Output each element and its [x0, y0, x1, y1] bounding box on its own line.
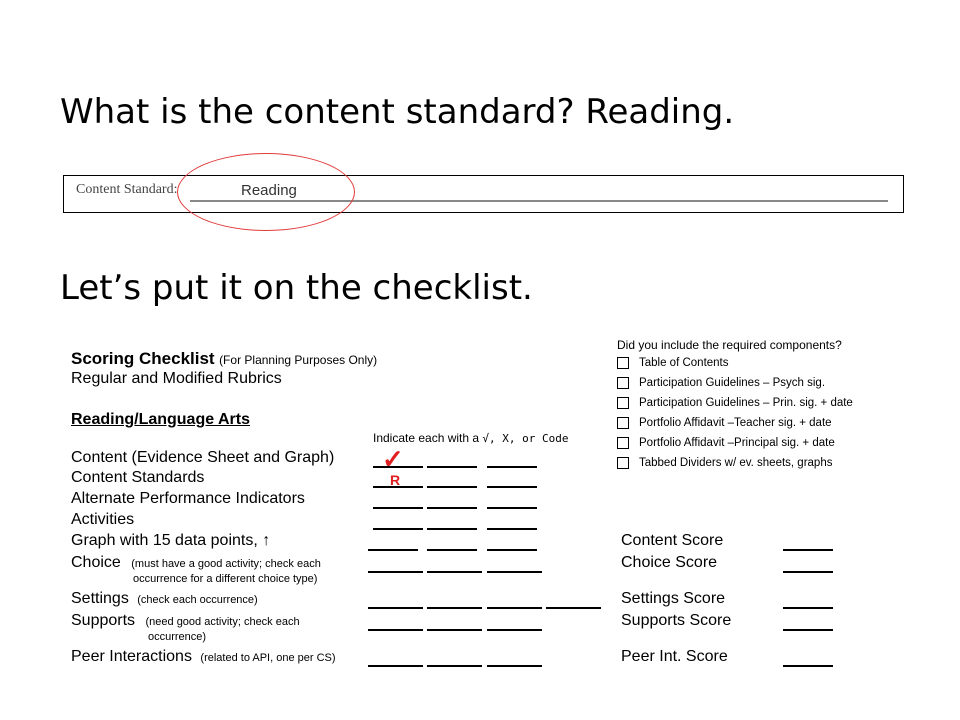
checkbox-icon[interactable] — [617, 377, 629, 389]
component-item[interactable] — [617, 377, 825, 389]
blank-line[interactable] — [427, 629, 482, 631]
indicate-prefix: Indicate each with a — [373, 431, 480, 445]
component-item[interactable] — [617, 397, 853, 409]
blank-line[interactable] — [368, 549, 418, 551]
component-label: Participation Guidelines – Prin. sig. + date — [639, 397, 853, 410]
blank-line[interactable] — [427, 549, 477, 551]
row-supports-note-line2: occurrence) — [148, 631, 207, 643]
score-blank[interactable] — [783, 607, 833, 609]
score-settings-label: Settings Score — [621, 590, 726, 607]
blank-line[interactable] — [427, 665, 482, 667]
score-blank[interactable] — [783, 665, 833, 667]
row-supports-label — [71, 612, 300, 630]
blank-line[interactable] — [427, 466, 477, 468]
row-settings-label — [71, 590, 258, 608]
row-choice-text: Choice — [71, 554, 121, 571]
checkbox-icon[interactable] — [617, 457, 629, 469]
blank-line[interactable] — [368, 629, 423, 631]
row-choice-note: (must have a good activity; check each — [131, 558, 321, 570]
row-supports-note: (need good activity; check each — [145, 616, 300, 628]
checklist-section-heading: Reading/Language Arts — [71, 411, 250, 428]
score-blank[interactable] — [783, 629, 833, 631]
blank-line[interactable] — [487, 549, 537, 551]
component-label: Portfolio Affidavit –Principal sig. + date — [639, 437, 835, 450]
content-standard-label: Content Standard: — [76, 182, 178, 197]
red-r-mark: R — [390, 472, 401, 488]
blank-line[interactable] — [373, 507, 423, 509]
blank-line[interactable] — [427, 571, 482, 573]
component-label: Participation Guidelines – Psych sig. — [639, 377, 826, 390]
checklist-title-note: (For Planning Purposes Only) — [219, 353, 378, 367]
row-settings-note: (check each occurrence) — [137, 594, 258, 606]
blank-line[interactable] — [368, 607, 423, 609]
component-item[interactable] — [617, 457, 832, 469]
score-content-label: Content Score — [621, 532, 724, 549]
slide-heading-instruction: Let’s put it on the checklist. — [60, 268, 533, 308]
score-blank[interactable] — [783, 549, 833, 551]
row-choice-note-line2: occurrence for a different choice type) — [133, 573, 318, 585]
component-item[interactable] — [617, 357, 729, 369]
red-check-mark: ✓ — [382, 444, 404, 474]
blank-line[interactable] — [487, 466, 537, 468]
content-standard-value: Reading — [241, 182, 297, 199]
row-content-label: Content (Evidence Sheet and Graph) — [71, 449, 335, 466]
row-supports-text: Supports — [71, 612, 136, 629]
blank-line[interactable] — [487, 507, 537, 509]
row-peer-text: Peer Interactions — [71, 648, 192, 665]
blank-line[interactable] — [427, 607, 482, 609]
blank-line[interactable] — [368, 665, 423, 667]
indicate-symbols: √, X, or Code — [482, 432, 569, 445]
blank-line[interactable] — [487, 571, 542, 573]
checkbox-icon[interactable] — [617, 397, 629, 409]
blank-line[interactable] — [487, 607, 542, 609]
row-peer-label — [71, 648, 336, 666]
row-content-standards-label: Content Standards — [71, 469, 205, 486]
blank-line[interactable] — [427, 486, 477, 488]
row-choice-label — [71, 554, 321, 572]
checklist-subtitle: Regular and Modified Rubrics — [71, 370, 282, 387]
row-peer-note: (related to API, one per CS) — [200, 652, 336, 664]
row-api-label: Alternate Performance Indicators — [71, 490, 305, 507]
blank-line[interactable] — [487, 486, 537, 488]
indicate-instruction — [373, 431, 569, 445]
blank-line[interactable] — [368, 571, 423, 573]
highlight-circle — [177, 153, 355, 231]
component-label: Portfolio Affidavit –Teacher sig. + date — [639, 417, 832, 430]
checkbox-icon[interactable] — [617, 417, 629, 429]
component-item[interactable] — [617, 417, 832, 429]
component-label: Tabbed Dividers w/ ev. sheets, graphs — [639, 457, 833, 470]
score-choice-label: Choice Score — [621, 554, 718, 571]
blank-line[interactable] — [427, 507, 477, 509]
checkbox-icon[interactable] — [617, 437, 629, 449]
component-label: Table of Contents — [639, 357, 729, 370]
score-blank[interactable] — [783, 571, 833, 573]
checklist-title-text: Scoring Checklist — [71, 349, 215, 368]
blank-line[interactable] — [546, 607, 601, 609]
score-supports-label: Supports Score — [621, 612, 732, 629]
row-graph-label: Graph with 15 data points, ↑ — [71, 532, 271, 549]
score-peer-label: Peer Int. Score — [621, 648, 728, 665]
row-activities-label: Activities — [71, 511, 135, 528]
blank-line[interactable] — [373, 528, 423, 530]
row-settings-text: Settings — [71, 590, 129, 607]
checkbox-icon[interactable] — [617, 357, 629, 369]
blank-line[interactable] — [487, 665, 542, 667]
blank-line[interactable] — [487, 629, 542, 631]
components-question: Did you include the required components? — [617, 338, 842, 352]
slide-heading-question: What is the content standard? Reading. — [60, 92, 735, 132]
blank-line[interactable] — [427, 528, 477, 530]
component-item[interactable] — [617, 437, 835, 449]
checklist-title — [71, 349, 377, 369]
blank-line[interactable] — [487, 528, 537, 530]
